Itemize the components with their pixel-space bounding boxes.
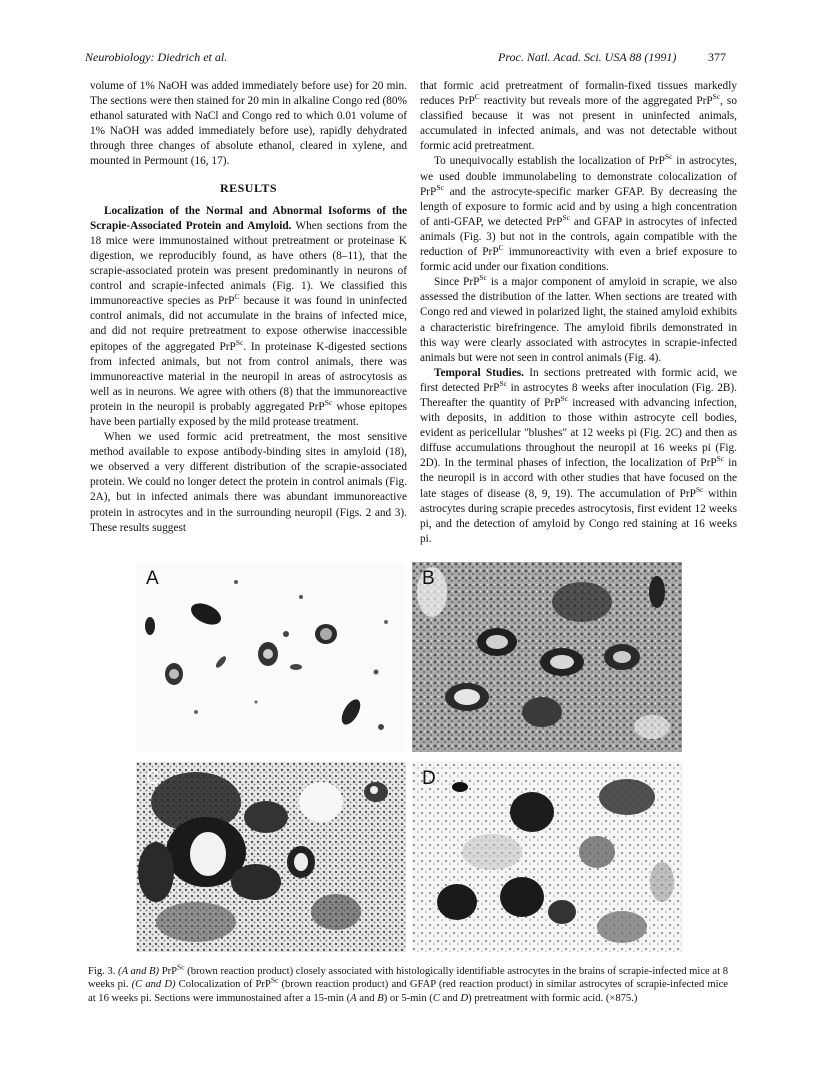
figure-caption: Fig. 3. (A and B) PrP$^{Sc}$ (brown reaction product) closely associated with histologically identifiable astrocytes in the brains of scrapie-infected mice at 8 weeks pi. (C and D) Colocalization of PrP$^{Sc}$ (brown reaction product) and GFAP (red reaction product) in similar astrocytes of scrapie-infected mice at 16 weeks pi. Sections were immunostained after a 15-min (A and B) or 5-min (C and D) pretreatment with formic acid. (×875.) (88, 962, 729, 1004)
micrograph-d-image (412, 762, 682, 952)
paragraph: Since PrP$^{Sc}$ is a major component of amyloid in scrapie, we also assessed the distribution of the latter. When sections are treated with Congo red and viewed in polarized light, the stained amyloid exhibits a characteristic birefringence. The amyloid fibrils demonstrated in this way were clearly associated with astrocytes in scrapie-infected animals but were not seen in control animals (Fig. 4). (420, 273, 737, 364)
figure-3 (136, 562, 683, 956)
panel-label-a: A (146, 568, 159, 589)
micrograph-panel-a (136, 562, 406, 752)
panel-label-c: C (146, 768, 160, 789)
paragraph: To unequivocally establish the localization of PrP$^{Sc}$ in astrocytes, we used double immunolabeling to demonstrate colocalization of PrP$^{Sc}$ and the astrocyte-specific marker GFAP. By decreasing the length of exposure to formic acid and by using a high concentration of anti-GFAP, we detected PrP$^{Sc}$ and GFAP in astrocytes of infected animals (Fig. 3) but not in the controls, again compatible with the reduction of PrP$^C$ immunoreactivity with even a brief exposure to formic acid under our fixation conditions. (420, 152, 737, 274)
right-column (420, 79, 737, 547)
paragraph: Temporal Studies. In sections pretreated with formic acid, we first detected PrP$^{Sc}$ in astrocytes 8 weeks after inoculation (Fig. 2B). Thereafter the quantity of PrP$^{Sc}$ increased with advancing infection, with deposits, in addition to those within astrocyte cell bodies, evident as pericellular "blushes" at 12 weeks pi (Fig. 2C) and then as diffuse accumulations throughout the neuropil at 16 weeks pi (Fig. 2D). In the terminal phases of infection, the localization of PrP$^{Sc}$ in the neuropil is in accord with other studies that have focused on the late stages of disease (8, 9, 19). The accumulation of PrP$^{Sc}$ within astrocytes during scrapie precedes astrocytosis, first evident 12 weeks pi, and the detection of amyloid by Congo red staining at 16 weeks pi. (420, 366, 738, 545)
paragraph: that formic acid pretreatment of formalin-fixed tissues markedly reduces PrP$^C$ reactivity but reveals more of the aggregated PrP$^{Sc}$, so classified because it was not present in uninfected animals, accumulated in infected animals, and was not detectable without formic acid pretreatment. (420, 80, 737, 153)
panel-label-b: B (422, 568, 435, 589)
micrograph-b-image (412, 562, 682, 752)
paragraph: When we used formic acid pretreatment, the most sensitive method available to expose antibody-binding sites in amyloid (18), we observed a very different distribution of the scrapie-associated protein. We could no longer detect the protein in control animals (Fig. 2A), but in infected animals there was abundant immunoreactive protein in astrocytes and in the surrounding neuropil (Figs. 2 and 3). These results suggest (90, 431, 407, 534)
micrograph-a-image (136, 562, 406, 752)
running-header-left: Neurobiology: Diedrich et al. (85, 50, 228, 64)
run-in-heading: Localization of the Normal and Abnormal Isoforms of the Scrapie-Associated Protein and Amyloid. (90, 204, 407, 232)
page-number: 377 (708, 50, 726, 64)
micrograph-panel-b (412, 562, 682, 752)
section-heading: RESULTS (219, 180, 278, 195)
left-column (90, 79, 407, 536)
micrograph-c-image (136, 762, 406, 952)
paragraph: Localization of the Normal and Abnormal Isoforms of the Scrapie-Associated Protein and Amyloid. When sections from the 18 mice were immunostained without pretreatment or proteinase K digestion, we reproducibly found, as have others (8–11), that the scrapie-associated protein was present predominantly in neurons of control and scrapie-infected animals (Fig. 1). We classified this immunoreactive species as PrP$^C$ because it was found in uninfected control animals, did not accumulate in the brains of infected mice, and did not require pretreatment to expose otherwise inaccessible epitopes of the aggregated PrP$^{Sc}$. In proteinase K-digested sections from infected animals, but not from control animals, there was immunoreactive material in the neuropil in areas of astrocytosis as well as in neurons. We agree with others (8) that the immunoreactive protein in the neuropil is probably aggregated PrP$^{Sc}$ whose epitopes have been partially exposed by the mild protease treatment. (90, 204, 407, 428)
run-in-heading: Temporal Studies. (434, 366, 524, 379)
paragraph: volume of 1% NaOH was added immediately before use) for 20 min. The sections were then stained for 20 min in alkaline Congo red (80% ethanol saturated with NaCl and Congo red to which 0.01 volume of 1% NaOH was added immediately before use), rapidly dehydrated through three changes of absolute ethanol, cleared in xylene, and mounted in Permount (16, 17). (90, 80, 407, 168)
micrograph-panel-c (136, 762, 406, 952)
micrograph-panel-d (412, 762, 682, 952)
panel-label-d: D (422, 768, 436, 789)
running-header-right: Proc. Natl. Acad. Sci. USA 88 (1991) (498, 50, 677, 64)
